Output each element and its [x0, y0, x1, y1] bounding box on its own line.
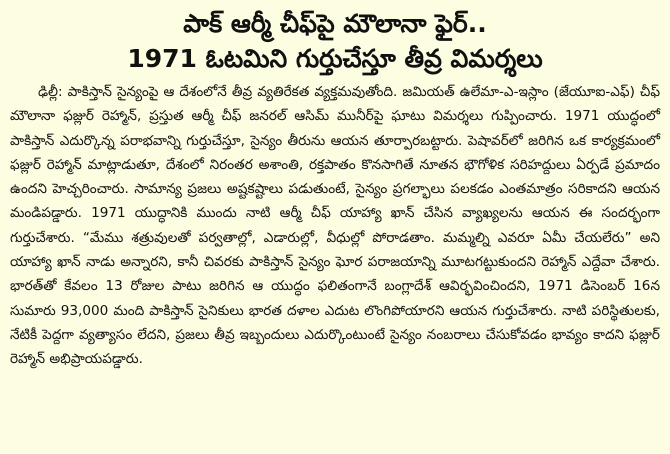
headline-line-1: పాక్ ఆర్మీ చీఫ్‌పై మౌలానా ఫైర్..	[183, 9, 487, 38]
headline-line-2: 1971 ఓటమిని గుర్తుచేస్తూ తీవ్ర విమర్శలు	[127, 44, 543, 73]
article-body: ఢిల్లీ: పాకిస్తాన్ సైన్యంపై ఆ దేశంలోనే తీవ్ర వ్యతిరేకత వ్యక్తమవుతోంది. జమియత్ ఉలేమా-ఎ-ఇస్లాం (జేయూఐ-ఎఫ్) చీఫ్ మౌలానా ఫజ్లుర్ రెహ్మాన్, ప్రస్తుత ఆర్మీ చీఫ్ జనరల్ ఆసిమ్ మునీర్‌పై ఘాటు విమర్శలు గుప్పించారు. 1971 యుద్ధంలో పాకిస్తాన్ ఎదుర్కొన్న పరాభవాన్ని గుర్తుచేస్తూ, సైన్యం తీరును ఆయన తూర్పారబట్టారు. పెషావర్‌లో జరిగిన ఒక కార్యక్రమంలో ఫజ్లుర్ రెహ్మాన్ మాట్లాడుతూ, దేశంలో నిరంతర అశాంతి, రక్తపాతం కొనసాగితే నూతన భౌగోళిక సరిహద్దులు ఏర్పడే ప్రమాదం ఉందని హెచ్చరించారు. సామాన్య ప్రజలు అష్టకష్టాలు పడుతుంటే, సైన్యం ప్రగల్భాలు పలకడం ఎంతమాత్రం సరికాదని ఆయన మండిపడ్డారు. 1971 యుద్ధానికి ముందు నాటి ఆర్మీ చీఫ్ యాహ్యా ఖాన్ చేసిన వ్యాఖ్యలను ఆయన ఈ సందర్భంగా గుర్తుచేశారు. “మేము శత్రువులతో పర్వతాల్లో, ఎడారుల్లో, వీధుల్లో పోరాడతాం. మమ్మల్ని ఎవరూ ఏమీ చేయలేరు” అని యాహ్యా ఖాన్ నాడు అన్నారని, కానీ చివరకు పాకిస్తాన్ సైన్యం ఘోర పరాజయాన్ని మూటగట్టుకుందని రెహ్మాన్ ఎద్దేవా చేశారు. భారత్‌తో కేవలం 13 రోజుల పాటు జరిగిన ఆ యుద్ధం ఫలితంగానే బంగ్లాదేశ్ ఆవిర్భవించిందని, 1971 డిసెంబర్ 16న సుమారు 93,000 మంది పాకిస్తాన్ సైనికులు భారత దళాల ఎదుట లొంగిపోయారని ఆయన గుర్తుచేశారు. నాటి పరిస్థితులకు, నేటికీ పెద్దగా వ్యత్యాసం లేదని, ప్రజలు తీవ్ర ఇబ్బందులు ఎదుర్కొంటుంటే సైన్యం నంబరాలు చేసుకోవడం భావ్యం కాదని ఫజ్లుర్ రెహ్మాన్ అభిప్రాయపడ్డారు.	[10, 84, 660, 368]
